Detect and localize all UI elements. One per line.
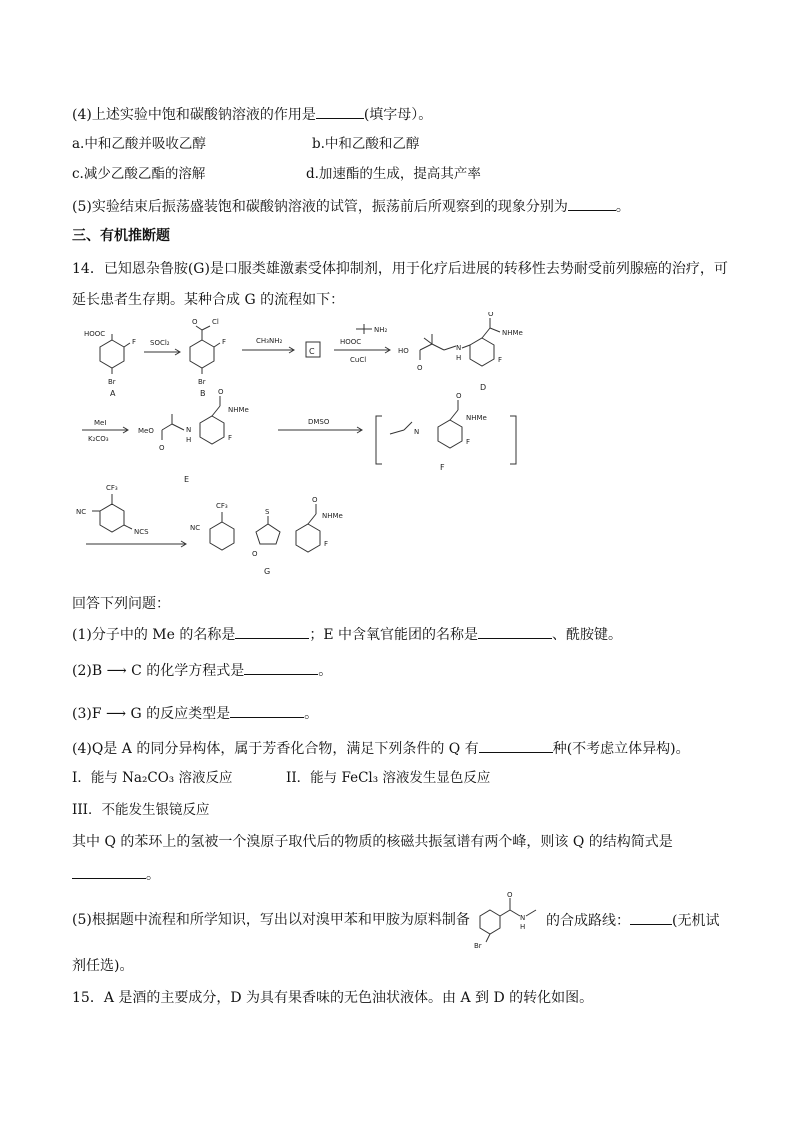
q13-part4-text: (4)上述实验中饱和碳酸钠溶液的作用是 <box>72 107 316 123</box>
q14-part5 <box>72 910 470 930</box>
q14-condition-1: I．能与 Na₂CO₃ 溶液反应 <box>72 770 233 786</box>
label-h: H <box>186 436 192 444</box>
q14-part4-answer <box>72 864 160 885</box>
label-o: O <box>192 318 198 326</box>
label-o: O <box>507 891 513 899</box>
q14-part5-right <box>546 910 719 931</box>
q14-part5-tail: (无机试 <box>672 913 720 929</box>
compound-g-label: G <box>264 567 271 576</box>
q14-part4 <box>72 738 690 759</box>
reagent-hooc: HOOC <box>340 338 362 346</box>
reagent-socl2: SOCl₂ <box>150 339 170 347</box>
label-n: N <box>520 914 526 922</box>
compound-e-label: E <box>184 475 190 484</box>
label-br: Br <box>198 378 206 386</box>
label-o: O <box>218 388 224 396</box>
label-o: O <box>159 444 165 452</box>
answer-blank[interactable] <box>478 624 552 639</box>
label-cl: Cl <box>212 318 219 326</box>
reagent-nh2: NH₂ <box>374 326 388 334</box>
section-title: 三、有机推断题 <box>72 228 170 244</box>
label-o: O <box>417 364 423 372</box>
q14-part1-text: (1)分子中的 Me 的名称是 <box>72 627 236 643</box>
label-ho: HO <box>398 347 409 355</box>
reagent-k2co3: K₂CO₃ <box>88 435 109 443</box>
q13-part5 <box>72 196 630 217</box>
answer-blank[interactable] <box>630 910 672 925</box>
label-f: F <box>324 540 329 548</box>
label-br: Br <box>108 378 116 386</box>
q14-part3-text: (3)F ⟶ G 的反应类型是 <box>72 706 231 722</box>
q14-part5-cont: 剂任选)。 <box>72 958 134 974</box>
label-n: N <box>414 428 420 436</box>
q14-part5-mid: 的合成路线： <box>546 913 630 929</box>
compound-a-label: A <box>110 389 116 398</box>
reagent-ch3nh2: CH₃NH₂ <box>256 337 283 345</box>
q14-part2-tail: 。 <box>318 663 333 679</box>
answer-blank[interactable] <box>235 624 309 639</box>
target-molecule-structure <box>472 888 540 948</box>
label-h: H <box>456 354 462 362</box>
label-cf3: CF₃ <box>216 502 228 510</box>
label-f: F <box>222 338 227 346</box>
q13-option-a: a.中和乙酸并吸收乙醇 <box>72 136 206 152</box>
q15-intro: 15．A 是酒的主要成分，D 为具有果香味的无色油状液体。由 A 到 D 的转化如图。 <box>72 990 594 1006</box>
label-h: H <box>520 923 526 931</box>
label-o: O <box>488 312 494 318</box>
label-nc: NC <box>76 508 87 516</box>
label-s: S <box>265 508 270 516</box>
q14-intro-line2: 延长患者生存期。某种合成 G 的流程如下： <box>72 292 345 308</box>
q13-part4 <box>72 104 432 125</box>
answer-blank[interactable] <box>316 104 364 119</box>
label-o: O <box>312 496 318 504</box>
answer-blank[interactable] <box>479 738 553 753</box>
label-meo: MeO <box>138 427 154 435</box>
compound-c-label: C <box>309 347 315 356</box>
answer-prompt: 回答下列问题： <box>72 596 170 612</box>
q13-option-b: b.中和乙酸和乙醇 <box>312 136 420 152</box>
q14-part5-text: (5)根据题中流程和所学知识，写出以对溴甲苯和甲胺为原料制备 <box>72 912 470 928</box>
q14-part4-text: (4)Q是 A 的同分异构体，属于芳香化合物，满足下列条件的 Q 有 <box>72 741 479 757</box>
reagent-mei: MeI <box>94 419 107 427</box>
q13-part5-tail: 。 <box>615 199 630 215</box>
q14-part1-mid: ；E 中含氧官能团的名称是 <box>309 627 479 643</box>
label-nc: NC <box>190 524 201 532</box>
q14-part2-text: (2)B ⟶ C 的化学方程式是 <box>72 663 245 679</box>
q14-part4-tail: 种(不考虑立体异构)。 <box>552 741 690 757</box>
q14-part3-tail: 。 <box>304 706 319 722</box>
q14-intro-line1: 14．已知恩杂鲁胺(G)是口服类雄激素受体抑制剂，用于化疗后进展的转移性去势耐受前列腺癌的治疗，可 <box>72 261 728 277</box>
label-f: F <box>228 434 233 442</box>
synthesis-scheme <box>72 312 752 580</box>
q13-option-c: c.减少乙酸乙酯的溶解 <box>72 166 206 182</box>
answer-blank[interactable] <box>230 703 304 718</box>
q14-part3 <box>72 703 318 724</box>
label-o: O <box>252 550 258 558</box>
label-ncs: NCS <box>134 528 149 536</box>
label-f: F <box>498 356 503 364</box>
label-nhme: NHMe <box>228 406 249 414</box>
q14-part4-end: 。 <box>146 867 160 883</box>
compound-f-label: F <box>440 463 445 472</box>
q14-part4-structure: 其中 Q 的苯环上的氢被一个溴原子取代后的物质的核磁共振氢谱有两个峰，则该 Q 的结构简式是 <box>72 834 673 850</box>
label-nhme: NHMe <box>322 512 343 520</box>
label-hooc: HOOC <box>84 330 106 338</box>
label-cf3: CF₃ <box>106 484 118 492</box>
reagent-cucl: CuCl <box>350 356 367 364</box>
q14-condition-3: III．不能发生银镜反应 <box>72 802 210 818</box>
label-nhme: NHMe <box>466 414 487 422</box>
label-br: Br <box>474 942 482 948</box>
q14-condition-2: II．能与 FeCl₃ 溶液发生显色反应 <box>286 770 491 786</box>
q13-option-d: d.加速酯的生成，提高其产率 <box>306 166 481 182</box>
answer-blank[interactable] <box>244 660 318 675</box>
label-f: F <box>466 438 471 446</box>
q14-part1-tail: 、酰胺键。 <box>552 627 623 643</box>
answer-blank[interactable] <box>568 196 616 211</box>
q14-part1 <box>72 624 622 645</box>
reagent-dmso: DMSO <box>308 418 330 426</box>
label-o: O <box>456 392 462 400</box>
label-n: N <box>456 344 462 352</box>
compound-b-label: B <box>200 389 206 398</box>
label-n: N <box>186 426 192 434</box>
compound-d-label: D <box>480 383 487 392</box>
q13-part5-text: (5)实验结束后振荡盛装饱和碳酸钠溶液的试管，振荡前后所观察到的现象分别为 <box>72 199 568 215</box>
q13-part4-tail: (填字母）。 <box>363 107 433 123</box>
answer-blank[interactable] <box>72 864 146 879</box>
q14-part2 <box>72 660 332 681</box>
label-f: F <box>132 338 137 346</box>
label-nhme: NHMe <box>502 329 523 337</box>
